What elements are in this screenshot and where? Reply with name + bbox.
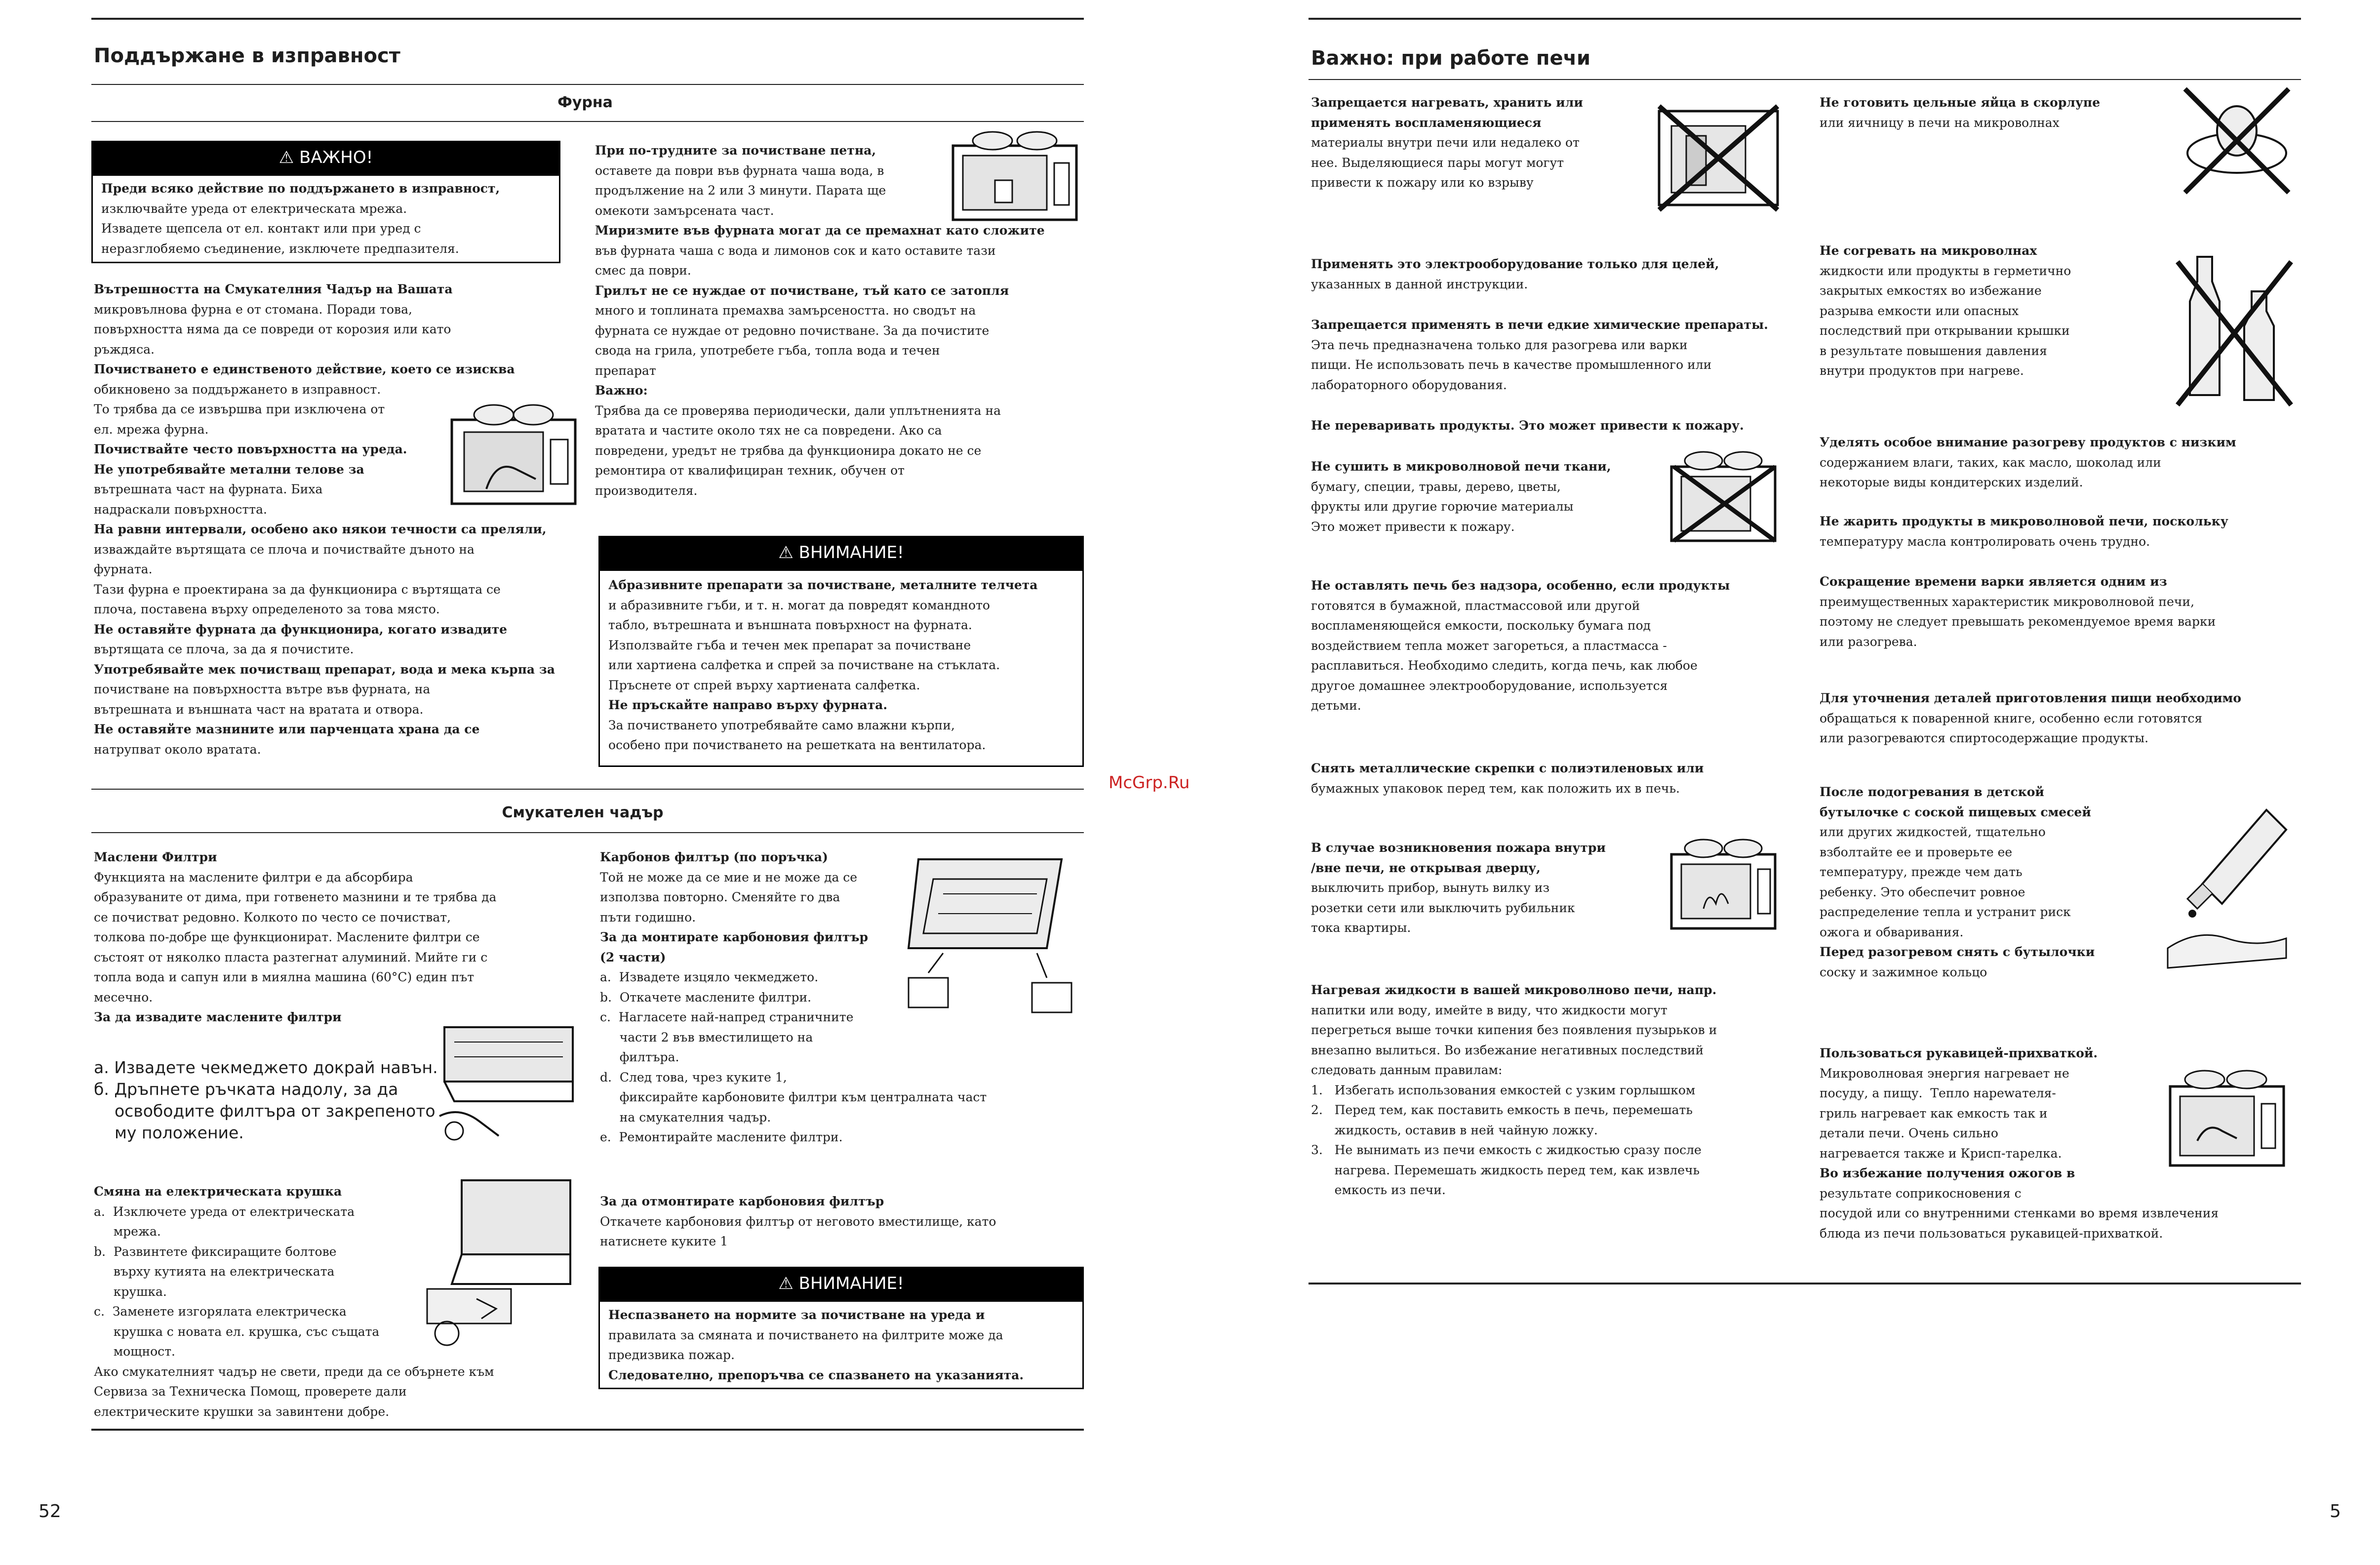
bottom-rule-left	[91, 1429, 1084, 1431]
page-number-right: 5	[2330, 1501, 2341, 1522]
filter-step-a: а. Извадете чекмеджето докрай навън.	[94, 1058, 438, 1077]
title-rule	[91, 84, 1084, 85]
drying-prohibited-illustration	[1664, 447, 1783, 546]
important-text: Преди всяко действие по поддържането в изправност, изключвайте уреда от електрическата мрежа. Извадете щепсела от ел. контакт или при уред с неразглобяемо съединение, изключете предпазителя.	[101, 181, 500, 256]
oven-interior-text: Вътрешността на Смукателния Чадър на Вашата микровълнова фурна е от стомана. Поради това, повърхността няма да се повреди от корозия или като ръждяса. Почистването е единственото действие, което се изисква обикновено за поддържането в изправност. То трябва да се извършва при изключена от ел. мрежа фурна. Почиствайте често повърхността на уреда. Не употребявайте метални телове за вътрешната част на фурната. Биха надраскали повърхността. На равни интервали, особено ако някои течности са преляли, изваждайте въртящата се плоча и почиствайте дъното на фурната. Тази фурна е проектирана за да функционира с въртящата се плоча, поставена върху определеното за това място. Не оставяйте фурната да функционира, когато извадите въртящата се плоча, за да я почистите. Употребявайте мек почистващ препарат, вода и мека кърпа за почистване на повърхността вътре във фурната, на вътрешната и външната част на вратата и отвора. Не оставяйте мазнините или парченцата храна да се натрупват около вратата.	[94, 282, 555, 757]
oven-cleaning-illustration	[447, 395, 580, 509]
microwave-cup-illustration	[948, 126, 1086, 225]
flammable-prohibited-illustration	[1649, 96, 1787, 215]
reduced-cooking-time: Сокращение времени варки является одним из преимущественных характеристик микроволновой печи, поэтому не следует превышать рекомендуемое время варки или разогрева.	[1820, 574, 2216, 649]
top-rule-right	[1309, 18, 2301, 20]
filter-step-b: б. Дръпнете ръчката надолу, за да	[94, 1080, 398, 1099]
grease-filters-text: Маслени Филтри Функцията на маслените филтри е да абсорбира образуваните от дима, при готвенето мазнини и те трябва да се почистват редовно. Колкото по често се почистват, толкова по-добре ще функционират. Маслените филтри се състоят от няколко пласта разтегнат алуминий. Мийте ги с топла вода и сапун или в миялна машина (60°C) един път месечно. За да извадите маслените филтри	[94, 850, 497, 1024]
section-heading-hood: Смукателен чадър	[502, 804, 664, 821]
carbon-filter-illustration	[899, 849, 1081, 1047]
filter-step-b-cont: освободите филтъра от закрепеното	[94, 1101, 436, 1121]
cookbook-reference: Для уточнения деталей приготовления пищи необходимо обращаться к поваренной книге, особенно если готовятся или разогреваются спиртосодержащие продукты.	[1820, 691, 2242, 745]
eggs-prohibited-illustration	[2175, 84, 2299, 198]
remove-clips: Снять металлические скрепки с полиэтиленовых или бумажных упаковок перед тем, как положить их в печь.	[1311, 761, 1704, 796]
no-overcook: Не переваривать продукты. Это может привести к пожару.	[1311, 418, 1744, 433]
section-rule-oven	[91, 121, 1084, 122]
warning-banner-1: ⚠ ВНИМАНИЕ!	[598, 536, 1084, 569]
no-drying: Не сушить в микроволновой печи ткани, бумагу, специи, травы, дерево, цветы, фрукты или другие горючие материалы Это может привести к пожару.	[1311, 459, 1611, 534]
baby-bottle: После подогревания в детской бутылочке с соской пищевых смесей или других жидкостей, тщательно взболтайте ее и проверьте ее температуру, прежде чем дать ребенку. Это обеспечит ровное распределение тепла и устранит риск ожога и обваривания. Перед разогревом снять с бутылочки соску и зажимное кольцо	[1820, 785, 2095, 979]
watermark: McGrp.Ru	[1109, 773, 1190, 793]
filter-step-b-cont2: му положение.	[94, 1123, 244, 1142]
carbon-remove-text: За да отмонтирате карбоновия филтър Откачете карбоновия филтър от неговото вместилище, като натиснете куките 1	[600, 1194, 996, 1248]
fire-oven-illustration	[1664, 835, 1783, 933]
carbon-filter-text: Карбонов филтър (по поръчка) Той не може да се мие и не може да се използва повторно. Сменяйте го два пъти годишно. За да монтирате карбоновия филтър (2 части) a. Извадете изцяло чекмеджето. b. Откачете маслените филтри. c. Нагласете най-напред страничните части 2 във вместилището на филтъра. d. След това, чрез куките 1, фиксирайте карбоновите филтри към централната част на смукателния чадър. e. Ремонтирайте маслените филтри.	[600, 850, 987, 1144]
low-moisture-foods: Уделять особое внимание разогреву продуктов с низким содержанием влаги, таких, как масло, шоколад или некоторые виды кондитерских изделий.	[1820, 435, 2236, 489]
important-banner: ⚠ ВАЖНО!	[91, 141, 560, 174]
hood-filter-illustration	[435, 1017, 583, 1146]
bottles-prohibited-illustration	[2173, 247, 2296, 410]
no-sealed-containers: Не согревать на микроволнах жидкости или продукты в герметично закрытых емкостях во избежание разрыва емкости или опасных последствий при открывании крышки в результате повышения давления внутри продуктов при нагреве.	[1820, 243, 2071, 378]
warning-text-1: Абразивните препарати за почистване, металните телчета и абразивните гъби, и т. н. могат да повредят командното табло, вътрешната и външната повърхност на фурната. Използвайте гъба и течен мек препарат за почистване или хартиена салфетка и спрей за почистване на стъклата. Пръснете от спрей върху хартиената салфетка. Не пръскайте направо върху фурната. За почистването употребявайте само влажни кърпи, особено при почистването на решетката на вентилатора.	[608, 578, 1038, 752]
page-title: Поддържане в изправност	[94, 44, 400, 67]
title-rule-right	[1309, 79, 2301, 80]
page-number-left: 52	[39, 1501, 61, 1522]
no-frying: Не жарить продукты в микроволновой печи, поскольку температуру масла контролировать очень трудно.	[1820, 514, 2228, 549]
fire-instructions: В случае возникновения пожара внутри /вне печи, не открывая дверцу, выключить прибор, вынуть вилку из розетки сети или выключить рубильник тока квартиры.	[1311, 841, 1606, 935]
hood-bulb-illustration	[417, 1170, 580, 1353]
oven-mitt-illustration	[2163, 1062, 2291, 1170]
top-rule-left	[91, 18, 1084, 20]
no-unattended: Не оставлять печь без надзора, особенно, если продукты готовятся в бумажной, пластмассовой или другой воспламеняющейся емкости, поскольку бумага под воздействием тепла может загореться, а пластмасса - расплавиться. Необходимо следить, когда печь, как любое другое домашнее электрооборудование, используется детьми.	[1311, 578, 1730, 713]
page-title-right: Важно: при работе печи	[1311, 47, 1591, 70]
warn-flammable: Запрещается нагревать, хранить или применять воспламеняющиеся материалы внутри печи или недалеко от нее. Выделяющиеся пары могут могут привести к пожару или ко взрыву	[1311, 95, 1583, 190]
bottom-rule-right	[1309, 1283, 2301, 1284]
bulb-replacement-text: Смяна на електрическата крушка a. Изключете уреда от електрическата мрежа. b. Развинтете фиксиращите болтове върху кутията на електрическата крушка. c. Заменете изгорялата електрическа крушка с новата ел. крушка, със същата мощност. Ако смукателният чадър не свети, преди да се обърнете към Сервиза за Техническа Помощ, проверете дали електрическите крушки за завинтени добре.	[94, 1184, 494, 1419]
use-only-purpose: Применять это электрооборудование только для целей, указанных в данной инструкции.	[1311, 257, 1719, 291]
warning-banner-2: ⚠ ВНИМАНИЕ!	[598, 1267, 1084, 1300]
section-rule-hood-top	[91, 789, 1084, 790]
oven-stains-text: При по-трудните за почистване петна, оставете да поври във фурната чаша вода, в продължение на 2 или 3 минути. Парата ще омекоти замърсената част. Миризмите във фурната могат да се премахнат като сложите във фурната чаша с вода и лимонов сок и като оставите тази смес да поври. Грилът не се нуждае от почистване, тъй като се затопля много и топлината премахва замърсеността. но сводът на фурната се нуждае от редовно почистване. За да почистите свода на грила, употребете гъба, топла вода и течен препарат Важно: Трябва да се проверява периодически, дали уплътненията на вратата и частите около тях не са повредени. Ако са повредени, уредът не трябва да функционира докато не се ремонтира от квалифициран техник, обучен от производителя.	[595, 143, 1045, 498]
baby-bottle-illustration	[2158, 800, 2301, 978]
heating-liquids: Нагревая жидкости в вашей микроволново печи, напр. напитки или воду, имейте в виду, что жидкости могут перегреться выше точки кипения без появления пузырьков и внезапно вылиться. Во избежание негативных последствий следовать данным правилам: 1. Избегать использования емкостей с узким горлышком 2. Перед тем, как поставить емкость в печь, перемешать жидкость, оставив в ней чайную ложку. 3. Не вынимать из печи емкость с жидкостью сразу после нагрева. Перемешать жидкость перед тем, как извлечь емкость из печи.	[1311, 983, 1717, 1197]
no-chemicals: Запрещается применять в печи едкие химические препараты. Эта печь предназначена только для разогрева или варки пищи. Не использовать печь в качестве промышленного или лабораторного оборудования.	[1311, 318, 1768, 392]
warning-text-2: Неспазването на нормите за почистване на уреда и правилата за смяната и почистването на филтрите може да предизвика пожар. Следователно, препоръчва се спазването на указанията.	[608, 1308, 1024, 1382]
section-rule-hood	[91, 832, 1084, 833]
section-heading-oven: Фурна	[557, 94, 613, 111]
oven-mitt: Пользоваться рукавицей-прихваткой. Микроволновая энергия нагревает не посуду, а пищу. Тепло нарewателя- гриль нагревает как емкость так и детали печи. Очень сильно нагревается также и Крисп-тарелка. Во избежание получения ожогов в результате соприкосновения с посудой или со внутренними стенками во время извлечения блюда из печи пользоваться рукавицей-прихваткой.	[1820, 1046, 2219, 1241]
no-eggs: Не готовить цельные яйца в скорлупе или яичницу в печи на микроволнах	[1820, 95, 2101, 130]
